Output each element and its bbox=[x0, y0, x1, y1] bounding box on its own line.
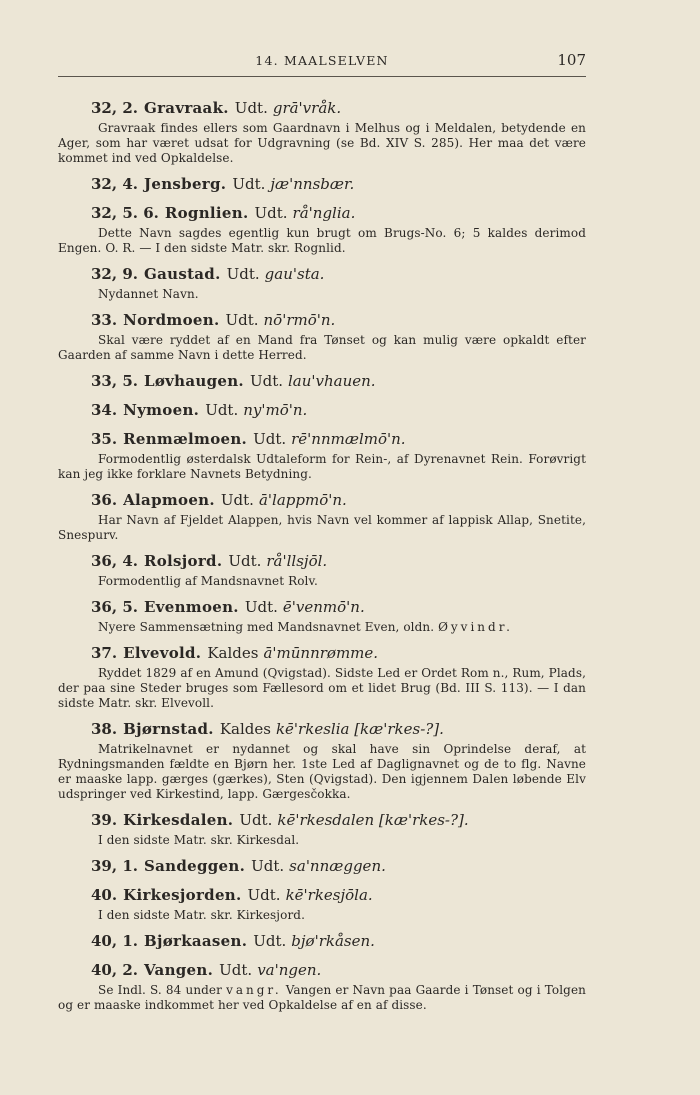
entry-name: Kirkesjorden. bbox=[123, 886, 242, 904]
entry bbox=[58, 596, 586, 635]
entry-heading bbox=[91, 642, 586, 664]
pronunciation: va'ngen. bbox=[257, 961, 322, 979]
entry bbox=[58, 428, 586, 482]
entry-number: 32, 2. bbox=[91, 99, 138, 117]
pronunciation: ny'mō'n. bbox=[243, 401, 308, 419]
udt-label: Kaldes bbox=[219, 720, 271, 738]
pronunciation: nō'rmō'n. bbox=[263, 311, 336, 329]
entry bbox=[58, 309, 586, 363]
entry-number: 38. bbox=[91, 720, 118, 738]
entry-name: Løvhaugen. bbox=[143, 372, 244, 390]
entry-heading bbox=[91, 809, 586, 831]
entry-list bbox=[58, 97, 586, 1013]
entry bbox=[58, 263, 586, 302]
entry bbox=[58, 718, 586, 802]
entry-text-post: Vangen er Navn paa Gaarde i Tønset og i Tolgen og er maaske indkommet her ved Opkaldelse af en af disse. bbox=[58, 983, 586, 1012]
entry-name: Rolsjord. bbox=[143, 552, 223, 570]
entry-heading bbox=[91, 489, 586, 511]
pronunciation: sa'nnæggen. bbox=[289, 857, 386, 875]
entry-heading bbox=[91, 263, 586, 285]
entry-text: Har Navn af Fjeldet Alappen, hvis Navn vel kommer af lappisk Allap, Snetite, Snespurv. bbox=[58, 513, 586, 542]
entry-text: Formodentlig af Mandsnavnet Rolv. bbox=[98, 574, 318, 588]
book-page bbox=[58, 50, 586, 1020]
entry-heading bbox=[91, 97, 586, 119]
entry-number: 39. bbox=[91, 811, 118, 829]
pronunciation: jæ'nnsbær. bbox=[270, 175, 355, 193]
entry-heading bbox=[91, 959, 586, 981]
entry-text bbox=[58, 983, 586, 1013]
pronunciation: kē'rkeslia [kæ'rkes-?]. bbox=[275, 720, 444, 738]
pronunciation: rå'llsjōl. bbox=[266, 552, 328, 570]
entry bbox=[58, 489, 586, 543]
udt-label: Udt. bbox=[254, 204, 288, 222]
entry-name: Jensberg. bbox=[143, 175, 227, 193]
spaced-word: Øyvindr. bbox=[438, 620, 513, 634]
entry-number: 32, 5. 6. bbox=[91, 204, 159, 222]
entry-number: 34. bbox=[91, 401, 118, 419]
entry-name: Elvevold. bbox=[123, 644, 202, 662]
pronunciation: kē'rkesdalen [kæ'rkes-?]. bbox=[277, 811, 469, 829]
entry-name: Sandeggen. bbox=[143, 857, 246, 875]
pronunciation: ā'mūnnrømme. bbox=[263, 644, 379, 662]
pronunciation: grā'vråk. bbox=[272, 99, 342, 117]
chapter-title: 14. MAALSELVEN bbox=[255, 53, 389, 68]
entry-name: Rognlien. bbox=[164, 204, 249, 222]
entry-name: Alapmoen. bbox=[123, 491, 215, 509]
entry bbox=[58, 642, 586, 711]
entry-heading bbox=[91, 173, 586, 195]
entry-number: 32, 9. bbox=[91, 265, 138, 283]
udt-label: Udt. bbox=[249, 372, 283, 390]
udt-label: Udt. bbox=[225, 311, 259, 329]
pronunciation: rē'nnmælmō'n. bbox=[291, 430, 406, 448]
entry-heading bbox=[91, 370, 586, 392]
entry-number: 36. bbox=[91, 491, 118, 509]
udt-label: Kaldes bbox=[207, 644, 259, 662]
pronunciation: ē'venmō'n. bbox=[282, 598, 365, 616]
entry-heading bbox=[91, 309, 586, 331]
udt-label: Udt. bbox=[253, 430, 287, 448]
entry-heading bbox=[91, 202, 586, 224]
entry-number: 36, 5. bbox=[91, 598, 138, 616]
entry-heading bbox=[91, 596, 586, 618]
entry-name: Renmælmoen. bbox=[123, 430, 248, 448]
entry bbox=[58, 550, 586, 589]
entry-text-pre: Nyere Sammensætning med Mandsnavnet Even, oldn. bbox=[98, 620, 439, 634]
entry-number: 36, 4. bbox=[91, 552, 138, 570]
pronunciation: ā'lappmō'n. bbox=[258, 491, 347, 509]
udt-label: Udt. bbox=[234, 99, 268, 117]
udt-label: Udt. bbox=[247, 886, 281, 904]
pronunciation: gau'sta. bbox=[264, 265, 325, 283]
udt-label: Udt. bbox=[220, 491, 254, 509]
udt-label: Udt. bbox=[253, 932, 287, 950]
entry-name: Evenmoen. bbox=[143, 598, 239, 616]
entry-heading bbox=[91, 550, 586, 572]
entry-name: Gaustad. bbox=[143, 265, 221, 283]
entry-text: Matrikelnavnet er nydannet og skal have sin Oprindelse deraf, at Rydningsmanden fældte en Bjørn her. 1ste Led af Daglignavnet og de to flg. Navne er maaske lapp. gærges (gærkes), Sten (Qvigstad). Den igjennem Dalen løbende Elv udspringer ved Kirkestind, lapp. Gærgesčokka. bbox=[58, 742, 586, 801]
entry-text bbox=[58, 620, 586, 635]
entry-text: Dette Navn sagdes egentlig kun brugt om Brugs-No. 6; 5 kaldes derimod Engen. O. R. — I den sidste Matr. skr. Rognlid. bbox=[58, 226, 586, 255]
entry bbox=[58, 930, 586, 952]
entry-heading bbox=[91, 884, 586, 906]
entry-text: I den sidste Matr. skr. Kirkesdal. bbox=[98, 833, 300, 847]
entry-heading bbox=[91, 399, 586, 421]
page-number: 107 bbox=[557, 51, 586, 69]
entry bbox=[58, 97, 586, 166]
entry-number: 33. bbox=[91, 311, 118, 329]
udt-label: Udt. bbox=[226, 265, 260, 283]
entry-name: Nordmoen. bbox=[123, 311, 220, 329]
pronunciation: kē'rkesjōla. bbox=[285, 886, 373, 904]
entry-name: Bjørkaasen. bbox=[143, 932, 248, 950]
entry bbox=[58, 202, 586, 256]
entry bbox=[58, 399, 586, 421]
udt-label: Udt. bbox=[228, 552, 262, 570]
pronunciation: lau'vhauen. bbox=[288, 372, 376, 390]
entry-text-pre: Se Indl. S. 84 under bbox=[98, 983, 227, 997]
pronunciation: bjø'rkåsen. bbox=[291, 932, 375, 950]
entry-heading bbox=[91, 930, 586, 952]
entry-number: 32, 4. bbox=[91, 175, 138, 193]
entry-text: I den sidste Matr. skr. Kirkesjord. bbox=[98, 908, 305, 922]
entry-heading bbox=[91, 428, 586, 450]
entry-heading bbox=[91, 855, 586, 877]
pronunciation: rå'nglia. bbox=[292, 204, 356, 222]
entry-number: 37. bbox=[91, 644, 118, 662]
entry-name: Gravraak. bbox=[143, 99, 229, 117]
udt-label: Udt. bbox=[244, 598, 278, 616]
udt-label: Udt. bbox=[232, 175, 266, 193]
entry-name: Nymoen. bbox=[123, 401, 200, 419]
entry-text: Formodentlig østerdalsk Udtaleform for Rein-, af Dyrenavnet Rein. Forøvrigt kan jeg ikke forklare Navnets Betydning. bbox=[58, 452, 586, 481]
entry-name: Kirkesdalen. bbox=[123, 811, 234, 829]
udt-label: Udt. bbox=[239, 811, 273, 829]
entry-text: Gravraak findes ellers som Gaardnavn i Melhus og i Meldalen, betydende en Ager, som har været udsat for Udgravning (se Bd. XIV S. 285). Her maa det være kommet ind ved Opkaldelse. bbox=[58, 121, 586, 165]
entry-text: Ryddet 1829 af en Amund (Qvigstad). Sidste Led er Ordet Rom n., Rum, Plads, der paa sine Steder bruges som Fællesord om et lidet Brug (Bd. III S. 113). — I dan sidste Matr. skr. Elvevoll. bbox=[58, 666, 586, 710]
entry bbox=[58, 959, 586, 1013]
udt-label: Udt. bbox=[219, 961, 253, 979]
spaced-word: vangr. bbox=[226, 983, 282, 997]
entry-text: Skal være ryddet af en Mand fra Tønset og kan mulig være opkaldt efter Gaarden af samme Navn i dette Herred. bbox=[58, 333, 586, 362]
entry bbox=[58, 173, 586, 195]
entry-name: Bjørnstad. bbox=[123, 720, 214, 738]
entry-heading bbox=[91, 718, 586, 740]
running-header bbox=[58, 50, 586, 77]
entry bbox=[58, 855, 586, 877]
entry-number: 40, 1. bbox=[91, 932, 138, 950]
entry-text: Nydannet Navn. bbox=[98, 287, 199, 301]
entry bbox=[58, 884, 586, 923]
udt-label: Udt. bbox=[251, 857, 285, 875]
entry-number: 39, 1. bbox=[91, 857, 138, 875]
entry-number: 40, 2. bbox=[91, 961, 138, 979]
udt-label: Udt. bbox=[205, 401, 239, 419]
entry-number: 33, 5. bbox=[91, 372, 138, 390]
entry bbox=[58, 370, 586, 392]
entry-name: Vangen. bbox=[143, 961, 214, 979]
entry bbox=[58, 809, 586, 848]
entry-number: 35. bbox=[91, 430, 118, 448]
entry-number: 40. bbox=[91, 886, 118, 904]
